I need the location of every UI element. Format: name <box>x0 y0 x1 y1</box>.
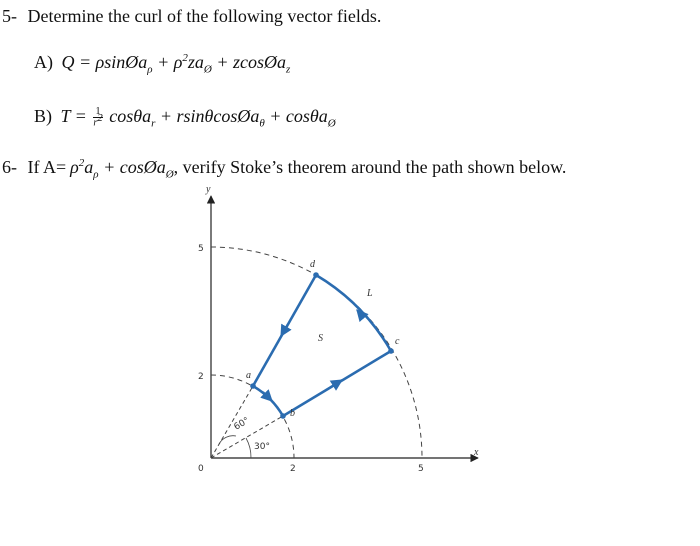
q6-prefix: If A= <box>27 157 67 177</box>
surface-label-s: S <box>318 333 323 344</box>
origin-label: 0 <box>198 464 204 474</box>
q5-b-lhs: T = <box>60 106 87 126</box>
path-segment-ab <box>253 386 283 416</box>
q6-number: 6- <box>2 157 17 177</box>
angle-60-label: 60° <box>232 415 252 433</box>
point-label-c: c <box>395 336 400 347</box>
arrow-ab <box>263 392 272 401</box>
q5-b-fraction-numerator: 1 <box>93 107 102 118</box>
contour-label-l: L <box>367 288 373 299</box>
q6-expression: $\rho^2a_\rho$ + cosØa$_Ø$ <box>70 157 174 181</box>
q5-b-fraction-denominator: $r^2$ <box>93 112 103 129</box>
x-tick-5: 5 <box>418 464 424 474</box>
arrow-da <box>281 324 288 336</box>
q5-a-expression: Q = ρsinØa$_\rho$ + $\rho^2za_Ø$ + zcosØa$_z$ <box>61 52 291 76</box>
q5-b-expression: cosθa$_r$ + rsinθcosØa$_\theta$ + cosθa$_Ø$ <box>109 106 336 130</box>
point-label-b: b <box>290 408 295 419</box>
y-tick-2: 2 <box>198 372 204 382</box>
vertex-a <box>250 383 256 389</box>
vertex-b <box>280 413 286 419</box>
vertex-d <box>313 272 319 278</box>
point-label-d: d <box>310 259 315 270</box>
q6-suffix: , verify Stoke’s theorem around the path shown below. <box>173 157 567 177</box>
axis-label-x: x <box>474 447 479 458</box>
x-tick-2: 2 <box>290 464 296 474</box>
vertex-c <box>388 348 394 354</box>
angle-30-label: 30° <box>254 442 270 452</box>
axis-label-y: y <box>206 184 211 195</box>
q5-b-label: B) <box>34 106 52 126</box>
q5-prompt: Determine the curl of the following vector fields. <box>27 6 382 26</box>
point-label-a: a <box>246 370 251 381</box>
angle-60-arc <box>219 436 236 444</box>
angle-30-arc <box>246 438 251 458</box>
arrow-bc <box>326 380 342 390</box>
y-tick-5: 5 <box>198 244 204 254</box>
q5-number: 5- <box>2 6 17 26</box>
path-segment-cd <box>316 275 391 351</box>
q5-a-label: A) <box>34 52 53 72</box>
